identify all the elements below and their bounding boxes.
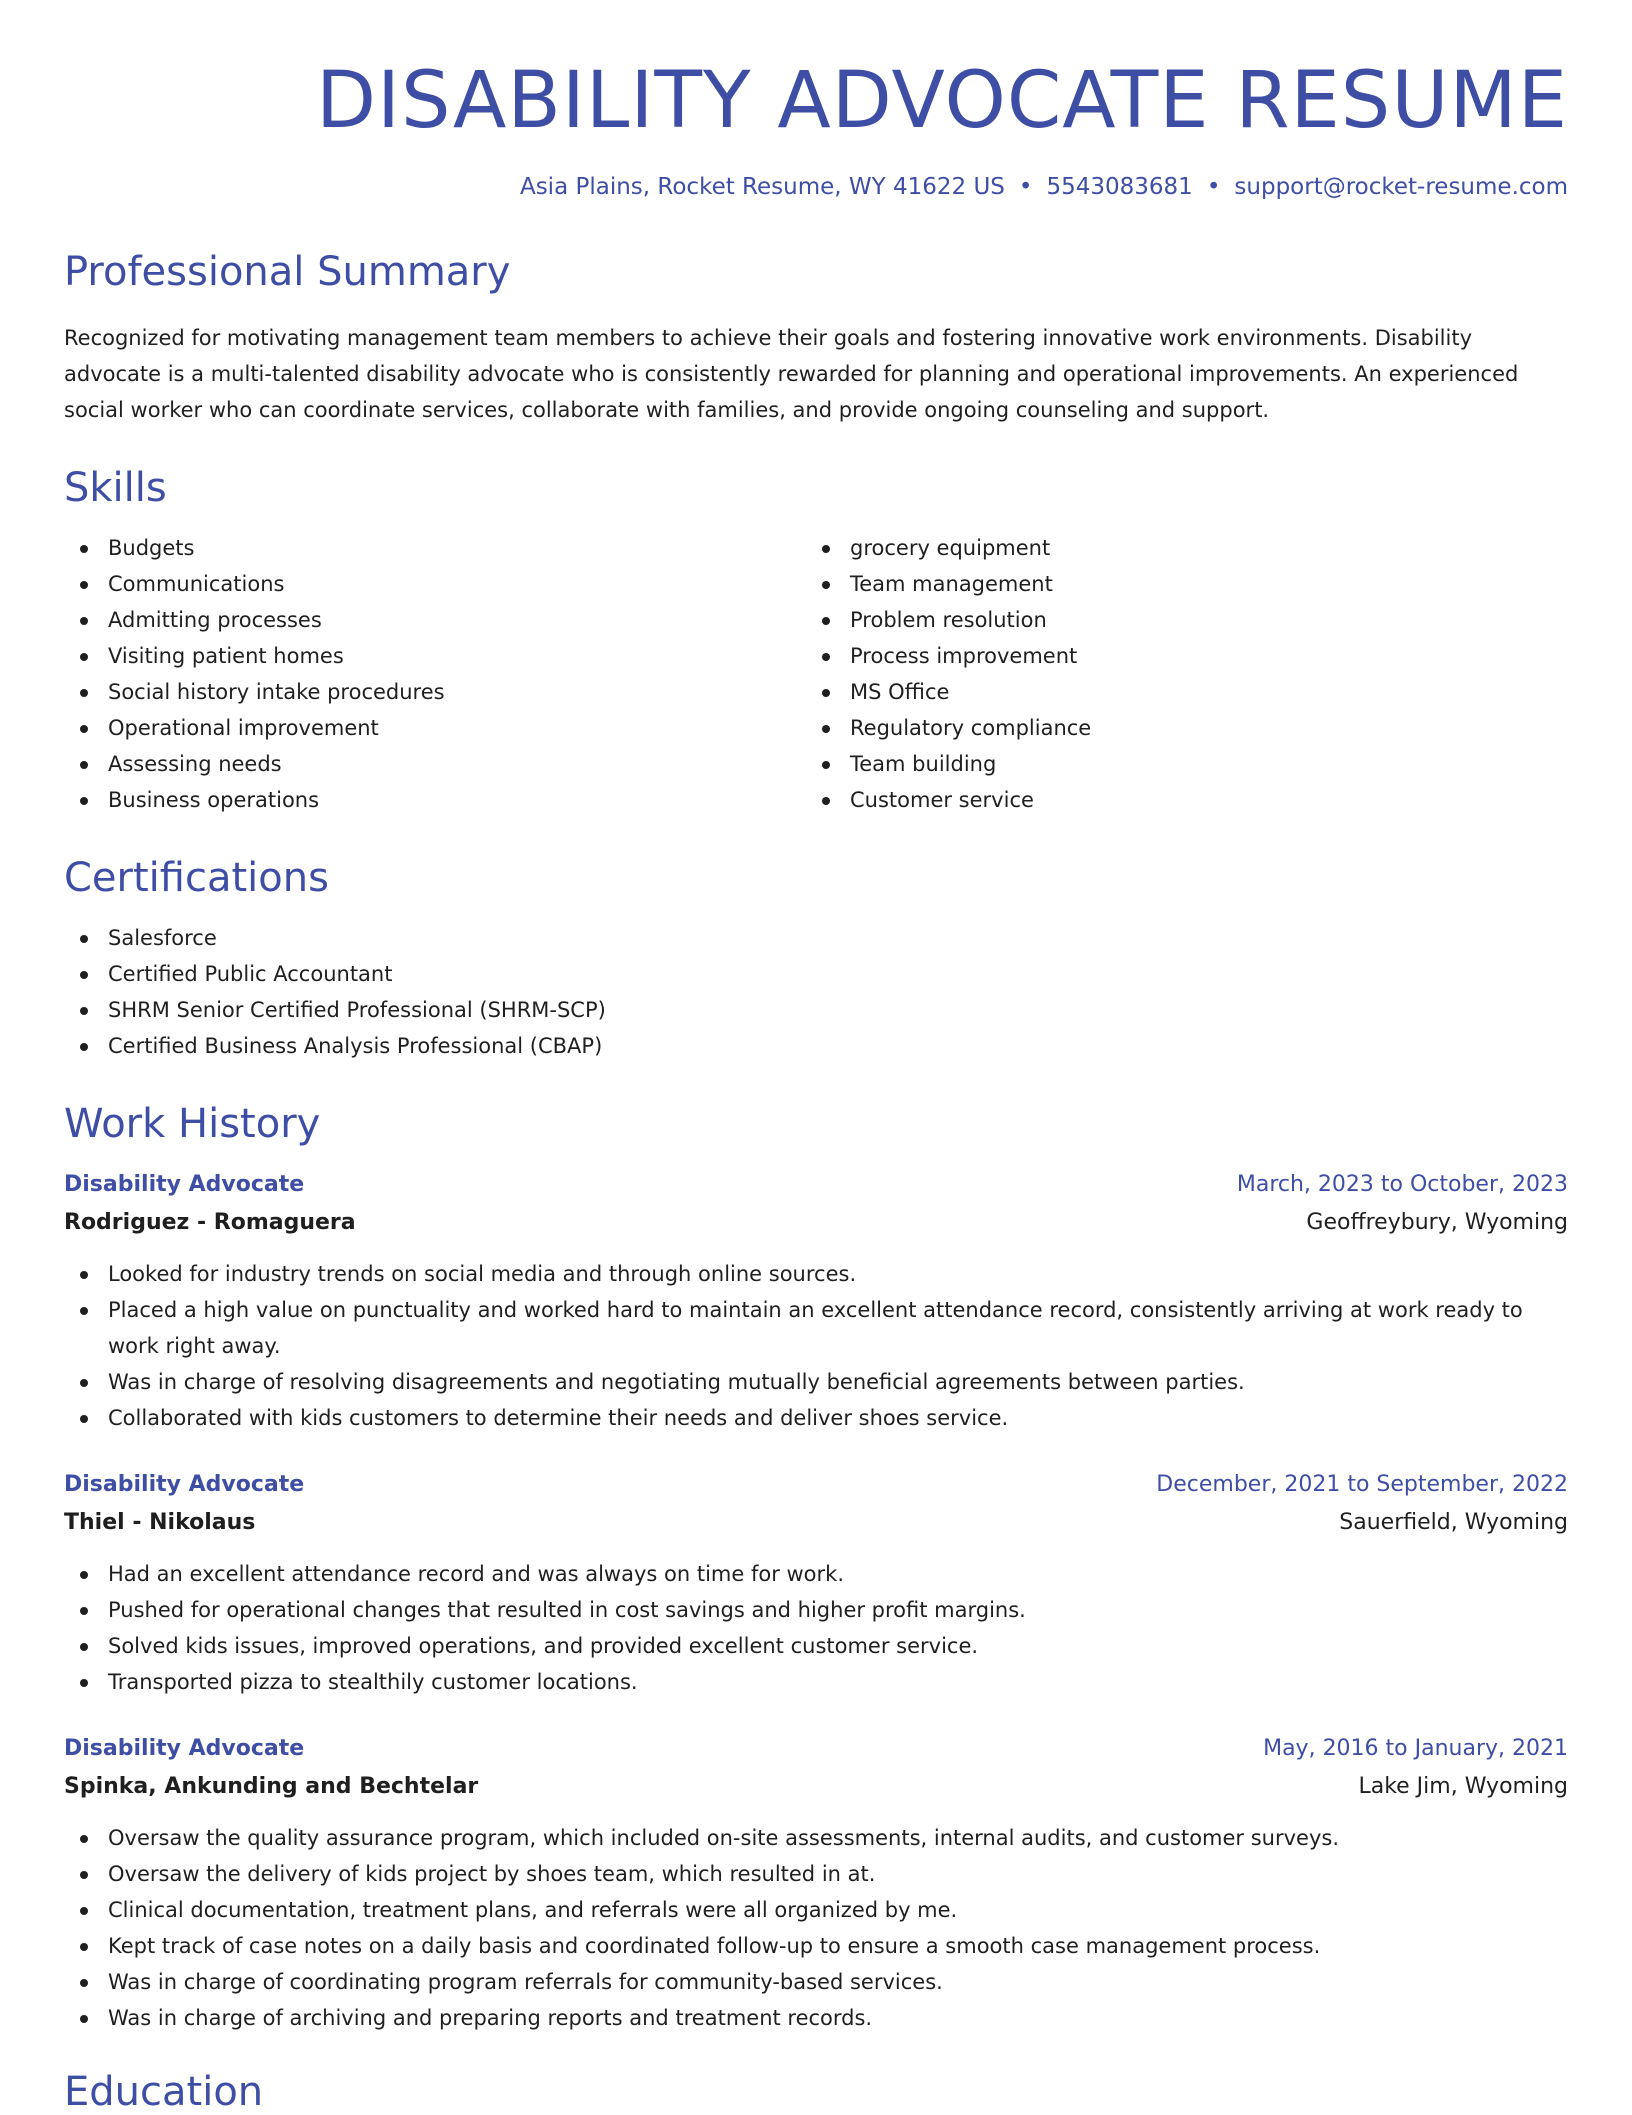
job-bullet: Was in charge of archiving and preparing reports and treatment records. bbox=[64, 2000, 1568, 2036]
job-dates: December, 2021 to September, 2022 bbox=[1156, 1472, 1568, 1497]
job-bullet: Placed a high value on punctuality and worked hard to maintain an excellent attendance record, consistently arriving at work ready to work right away. bbox=[64, 1292, 1568, 1364]
job-bullet: Clinical documentation, treatment plans, and referrals were all organized by me. bbox=[64, 1892, 1568, 1928]
certification-item: SHRM Senior Certified Professional (SHRM-SCP) bbox=[64, 992, 1568, 1028]
skill-item: Admitting processes bbox=[64, 602, 806, 638]
job-bullet: Oversaw the delivery of kids project by shoes team, which resulted in at. bbox=[64, 1856, 1568, 1892]
job-bullet: Oversaw the quality assurance program, which included on-site assessments, internal audits, and customer surveys. bbox=[64, 1820, 1568, 1856]
skill-item: Communications bbox=[64, 566, 806, 602]
job-title: Disability Advocate bbox=[64, 1172, 305, 1197]
work-history-heading: Work History bbox=[64, 1101, 321, 1147]
job-title: Disability Advocate bbox=[64, 1736, 305, 1761]
skill-item: Customer service bbox=[806, 782, 1548, 818]
job-entry bbox=[64, 1466, 1568, 1700]
job-bullet: Pushed for operational changes that resulted in cost savings and higher profit margins. bbox=[64, 1592, 1568, 1628]
skill-item: Process improvement bbox=[806, 638, 1548, 674]
job-title-row bbox=[64, 1166, 1568, 1204]
skill-item: Regulatory compliance bbox=[806, 710, 1548, 746]
job-location: Sauerfield, Wyoming bbox=[1339, 1510, 1568, 1535]
job-dates: March, 2023 to October, 2023 bbox=[1236, 1172, 1568, 1197]
job-location: Geoffreybury, Wyoming bbox=[1306, 1210, 1568, 1235]
job-title-row bbox=[64, 1466, 1568, 1504]
skills-list-right bbox=[806, 530, 1548, 818]
skill-item: Team building bbox=[806, 746, 1548, 782]
job-company: Thiel - Nikolaus bbox=[64, 1510, 256, 1535]
job-company: Rodriguez - Romaguera bbox=[64, 1210, 356, 1235]
job-bullet: Was in charge of coordinating program referrals for community-based services. bbox=[64, 1964, 1568, 2000]
certification-item: Certified Business Analysis Professional (CBAP) bbox=[64, 1028, 1568, 1064]
skill-item: grocery equipment bbox=[806, 530, 1548, 566]
certification-item: Salesforce bbox=[64, 920, 1568, 956]
skill-item: Operational improvement bbox=[64, 710, 806, 746]
job-company-row bbox=[64, 1768, 1568, 1806]
certifications-heading: Certifications bbox=[64, 855, 329, 901]
contact-email: support@rocket-resume.com bbox=[1234, 174, 1568, 200]
job-bullet: Transported pizza to stealthily customer locations. bbox=[64, 1664, 1568, 1700]
skills-heading: Skills bbox=[64, 465, 167, 511]
certification-item: Certified Public Accountant bbox=[64, 956, 1568, 992]
job-bullets bbox=[64, 1256, 1568, 1436]
job-title: Disability Advocate bbox=[64, 1472, 305, 1497]
contact-separator: • bbox=[1018, 174, 1033, 200]
job-title-row bbox=[64, 1730, 1568, 1768]
skills-columns bbox=[64, 530, 1568, 818]
summary-heading: Professional Summary bbox=[64, 249, 511, 295]
contact-address: Asia Plains, Rocket Resume, WY 41622 US bbox=[519, 174, 1005, 200]
skill-item: Business operations bbox=[64, 782, 806, 818]
certifications-list bbox=[64, 920, 1568, 1064]
skill-item: Team management bbox=[806, 566, 1548, 602]
job-bullet: Kept track of case notes on a daily basis and coordinated follow-up to ensure a smooth case management process. bbox=[64, 1928, 1568, 1964]
resume-page bbox=[64, 0, 1568, 2115]
job-entry bbox=[64, 1730, 1568, 2036]
job-bullet: Looked for industry trends on social media and through online sources. bbox=[64, 1256, 1568, 1292]
contact-separator: • bbox=[1206, 174, 1221, 200]
resume-title: DISABILITY ADVOCATE RESUME bbox=[315, 56, 1568, 146]
skill-item: Visiting patient homes bbox=[64, 638, 806, 674]
skills-list-left bbox=[64, 530, 806, 818]
job-bullets bbox=[64, 1556, 1568, 1700]
job-bullet: Had an excellent attendance record and was always on time for work. bbox=[64, 1556, 1568, 1592]
job-bullet: Solved kids issues, improved operations, and provided excellent customer service. bbox=[64, 1628, 1568, 1664]
job-dates: May, 2016 to January, 2021 bbox=[1263, 1736, 1568, 1761]
contact-phone: 5543083681 bbox=[1046, 174, 1193, 200]
skill-item: Budgets bbox=[64, 530, 806, 566]
job-bullets bbox=[64, 1820, 1568, 2036]
skill-item: Social history intake procedures bbox=[64, 674, 806, 710]
job-company: Spinka, Ankunding and Bechtelar bbox=[64, 1774, 479, 1799]
job-bullet: Was in charge of resolving disagreements and negotiating mutually beneficial agreements between parties. bbox=[64, 1364, 1568, 1400]
skill-item: MS Office bbox=[806, 674, 1548, 710]
skill-item: Assessing needs bbox=[64, 746, 806, 782]
job-company-row bbox=[64, 1504, 1568, 1542]
education-heading: Education bbox=[64, 2069, 264, 2115]
job-location: Lake Jim, Wyoming bbox=[1358, 1774, 1568, 1799]
job-bullet: Collaborated with kids customers to determine their needs and deliver shoes service. bbox=[64, 1400, 1568, 1436]
contact-line bbox=[64, 174, 1568, 200]
job-entry bbox=[64, 1166, 1568, 1436]
skill-item: Problem resolution bbox=[806, 602, 1548, 638]
summary-text: Recognized for motivating management team members to achieve their goals and fostering innovative work environments. Disability advocate is a multi-talented disability advocate who is consistently rewarded for planning and operational improvements. An experienced social worker who can coordinate services, collaborate with families, and provide ongoing counseling and support. bbox=[64, 326, 1519, 422]
job-company-row bbox=[64, 1204, 1568, 1242]
